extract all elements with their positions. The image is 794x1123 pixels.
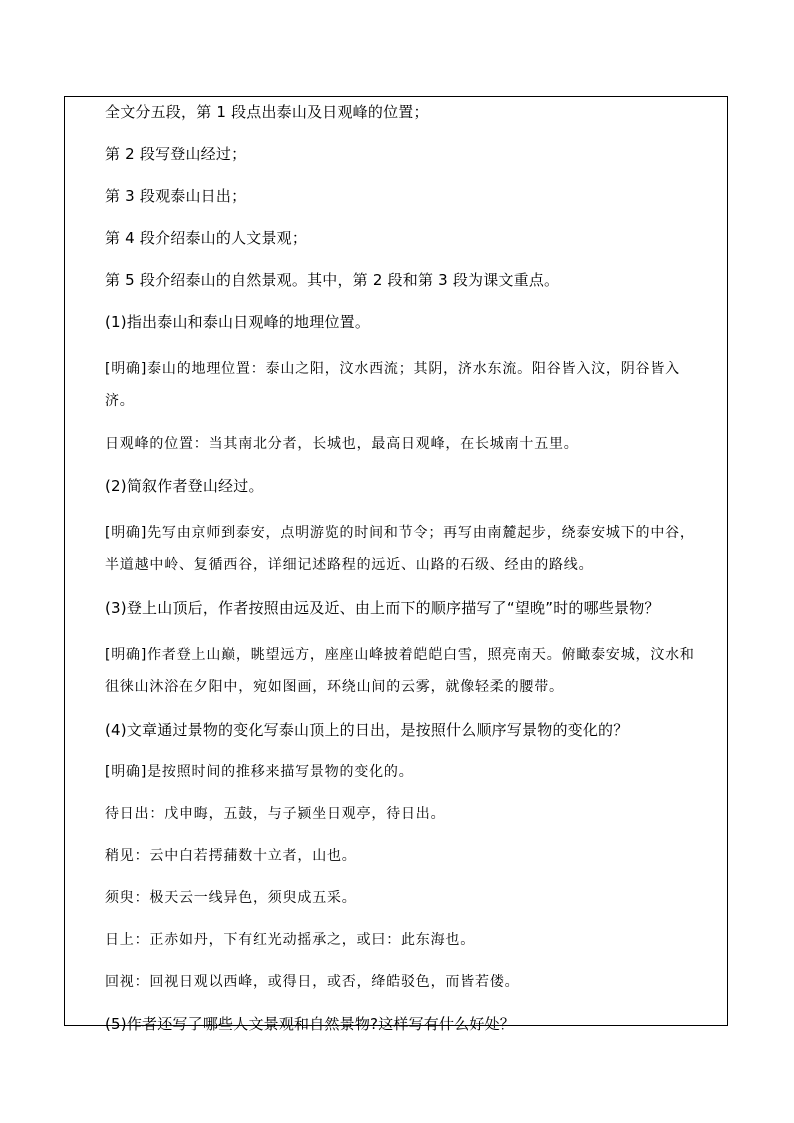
- text-line: 第 3 段观泰山日出；: [105, 187, 247, 205]
- question-4: (4)文章通过景物的变化写泰山顶上的日出，是按照什么顺序写景物的变化的？: [105, 721, 629, 739]
- text-line: 日观峰的位置：当其南北分者，长城也，最高日观峰，在长城南十五里。: [105, 436, 579, 452]
- text-line: 第 4 段介绍泰山的人文景观；: [105, 229, 308, 247]
- text-line: 第 2 段写登山经过；: [105, 145, 247, 163]
- text-line: 第 5 段介绍泰山的自然景观。其中，第 2 段和第 3 段为课文重点。: [105, 271, 560, 289]
- answer-text: [明确]作者登上山巅，眺望远方，座座山峰披着皑皑白雪，照亮南天。俯瞰泰安城，汶水和徂徕山沐浴在夕阳中，宛如图画，环绕山间的云雾，就像轻柔的腰带。: [105, 647, 695, 695]
- text-line: 须臾：极天云一线异色，须臾成五采。: [105, 890, 357, 906]
- question-1: (1)指出泰山和泰山日观峰的地理位置。: [105, 313, 371, 331]
- question-2: (2)简叙作者登山经过。: [105, 477, 264, 495]
- answer-text: [明确]泰山的地理位置：泰山之阳，汶水西流；其阴，济水东流。阳谷皆入汶，阴谷皆入济。: [105, 361, 680, 409]
- text-line: [明确]是按照时间的推移来描写景物的变化的。: [105, 764, 414, 780]
- text-line: 日上：正赤如丹，下有红光动摇承之，或曰：此东海也。: [105, 932, 475, 948]
- question-5: (5)作者还写了哪些人文景观和自然景物?这样写有什么好处？: [105, 1015, 516, 1033]
- text-line: 全文分五段，第 1 段点出泰山及日观峰的位置；: [105, 103, 429, 121]
- answer-block: [105, 353, 709, 417]
- answer-block: [105, 639, 709, 703]
- answer-text: [明确]先写由京师到泰安，点明游览的时间和节令；再写由南麓起步，绕泰安城下的中谷，半道越中岭、复循西谷，详细记述路程的远近、山路的石级、经由的路线。: [105, 525, 695, 573]
- answer-block: [105, 517, 709, 581]
- question-3: (3)登上山顶后，作者按照由远及近、由上而下的顺序描写了“望晚”时的哪些景物？: [105, 599, 660, 617]
- text-line: 待日出：戊申晦，五鼓，与子颍坐日观亭，待日出。: [105, 806, 446, 822]
- text-line: 稍见：云中白若摴蒱数十立者，山也。: [105, 848, 357, 864]
- content-box: [64, 96, 728, 1033]
- text-line: 回视：回视日观以西峰，或得日，或否，绛皓驳色，而皆若偻。: [105, 974, 520, 990]
